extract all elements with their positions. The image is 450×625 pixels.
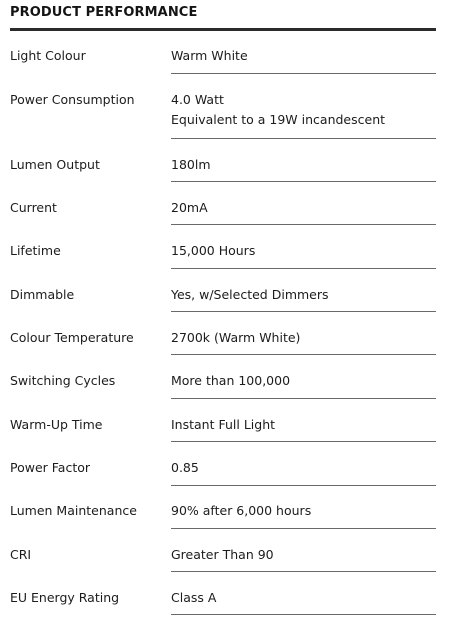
spec-row [10, 198, 436, 225]
spec-label: Lumen Maintenance [10, 503, 137, 518]
spec-value-line: 180lm [171, 157, 211, 172]
spec-value-line: Class A [171, 590, 217, 605]
title-divider [10, 28, 436, 31]
spec-value-line: 20mA [171, 200, 208, 215]
spec-value-line: 2700k (Warm White) [171, 330, 301, 345]
spec-value-line: Instant Full Light [171, 417, 276, 432]
spec-label: Dimmable [10, 287, 75, 302]
spec-value [171, 371, 436, 391]
spec-label: Current [10, 200, 57, 215]
row-divider [171, 311, 436, 312]
spec-value-line: 4.0 Watt [171, 92, 224, 107]
spec-label: Power Consumption [10, 92, 135, 107]
spec-row [10, 46, 436, 74]
spec-row [10, 90, 436, 139]
spec-label: Switching Cycles [10, 373, 116, 388]
spec-value [171, 588, 436, 608]
row-divider [171, 398, 436, 399]
spec-row [10, 328, 436, 355]
spec-value [171, 415, 436, 435]
spec-value [171, 458, 436, 478]
spec-value-line: 90% after 6,000 hours [171, 503, 312, 518]
spec-row [10, 241, 436, 269]
spec-value [171, 90, 436, 130]
spec-value [171, 501, 436, 521]
row-divider [171, 571, 436, 572]
spec-value [171, 285, 436, 305]
row-divider [171, 181, 436, 182]
spec-row [10, 458, 436, 486]
row-divider [171, 354, 436, 355]
spec-value [171, 198, 436, 218]
spec-value [171, 328, 436, 348]
spec-label: CRI [10, 547, 32, 562]
spec-value-line: Greater Than 90 [171, 547, 274, 562]
spec-row [10, 415, 436, 442]
spec-label: Power Factor [10, 460, 91, 475]
spec-row [10, 155, 436, 182]
spec-label: Warm-Up Time [10, 417, 103, 432]
spec-label: Lifetime [10, 243, 61, 258]
spec-label: Colour Temperature [10, 330, 134, 345]
section-title: PRODUCT PERFORMANCE [10, 5, 198, 20]
spec-value-line: Warm White [171, 48, 248, 63]
row-divider [171, 528, 436, 529]
spec-row [10, 545, 436, 572]
spec-row [10, 588, 436, 615]
row-divider [171, 441, 436, 442]
spec-label: Light Colour [10, 48, 86, 63]
spec-row [10, 371, 436, 399]
row-divider [171, 138, 436, 139]
spec-label: EU Energy Rating [10, 590, 120, 605]
spec-value [171, 241, 436, 261]
row-divider [171, 485, 436, 486]
row-divider [171, 614, 436, 615]
row-divider [171, 224, 436, 225]
spec-label: Lumen Output [10, 157, 100, 172]
spec-value [171, 46, 436, 66]
row-divider [171, 73, 436, 74]
row-divider [171, 268, 436, 269]
spec-row [10, 285, 436, 312]
spec-value-line: 0.85 [171, 460, 199, 475]
spec-row [10, 501, 436, 529]
spec-value [171, 155, 436, 175]
spec-value-line: More than 100,000 [171, 373, 291, 388]
spec-value-line: 15,000 Hours [171, 243, 256, 258]
spec-value [171, 545, 436, 565]
spec-value-line: Equivalent to a 19W incandescent [171, 112, 386, 127]
spec-value-line: Yes, w/Selected Dimmers [171, 287, 329, 302]
